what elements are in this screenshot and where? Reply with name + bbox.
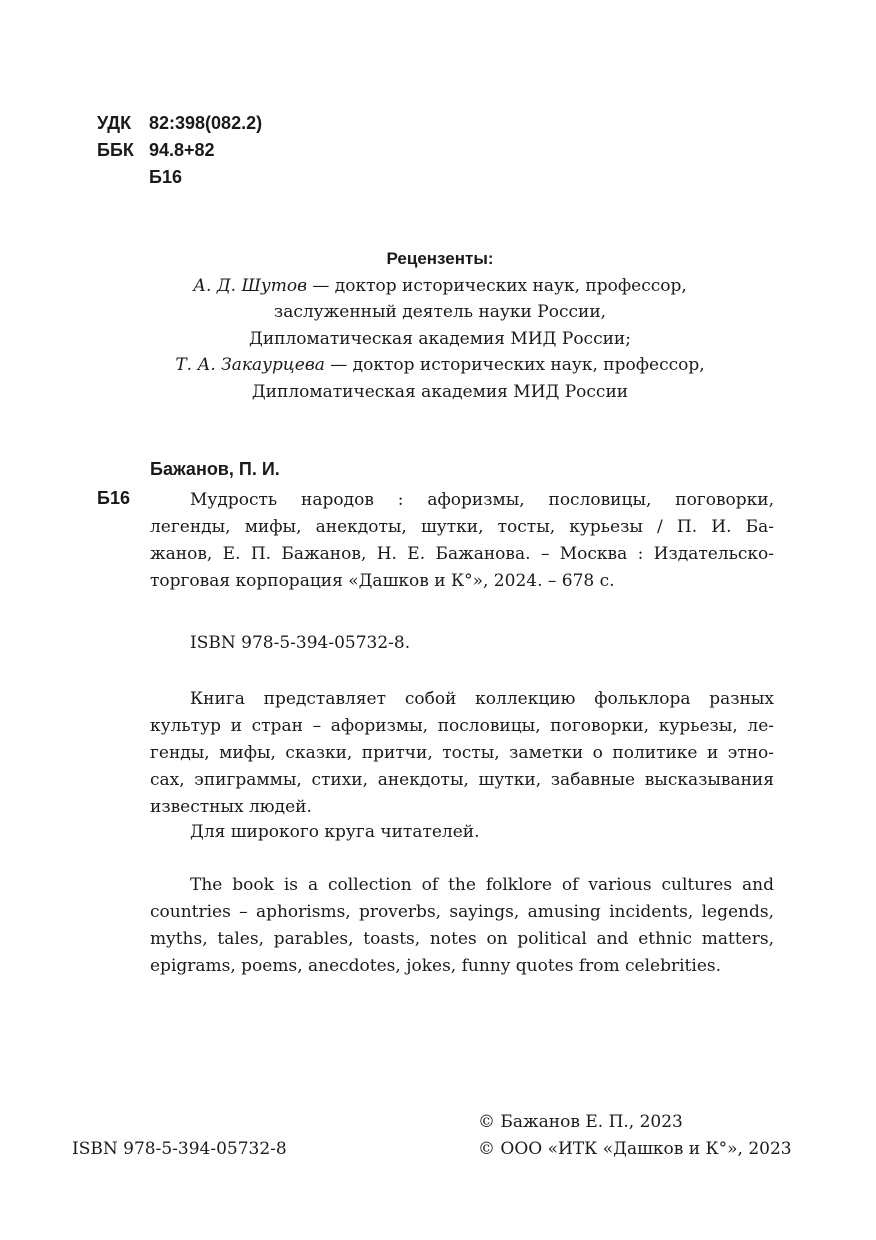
annotation-line: известных людей. [150, 797, 312, 817]
reviewer-2-name: Т. А. Закаурцева [175, 355, 325, 375]
annotation-line: Книга представляет собой коллекцию фольклора разных [190, 689, 774, 709]
udk-value: 82:398(082.2) [149, 113, 263, 133]
biblio-line: торговая корпорация «Дашков и К°», 2024. – 678 с. [150, 571, 615, 591]
author-mark-row [97, 164, 182, 190]
reviewer-2-line-2: Дипломатическая академия МИД России [251, 381, 629, 402]
copyright-author: © Бажанов Е. П., 2023 [478, 1112, 683, 1132]
bbk-row [97, 137, 215, 163]
author-mark: Б16 [149, 167, 182, 187]
udk-label: УДК [97, 113, 132, 133]
bbk-label: ББК [97, 140, 134, 160]
reviewer-2-line-1 [140, 352, 740, 379]
reviewer-1-line-2: заслуженный деятель науки России, [273, 302, 607, 322]
annotation-line: культур и стран – афоризмы, пословицы, поговорки, курьезы, ле- [150, 716, 774, 736]
biblio-line: легенды, мифы, анекдоты, шутки, тосты, курьезы / П. И. Ба- [150, 517, 774, 537]
copyright-publisher: © ООО «ИТК «Дашков и К°», 2023 [478, 1139, 792, 1159]
biblio-line: жанов, Е. П. Бажанов, Н. Е. Бажанова. – Москва : Издательско- [150, 544, 774, 564]
isbn-footer: ISBN 978-5-394-05732-8 [72, 1139, 287, 1159]
annotation-russian [150, 686, 774, 821]
english-line: epigrams, poems, anecdotes, jokes, funny quotes from celebrities. [150, 956, 722, 976]
annotation-line: сах, эпиграммы, стихи, анекдоты, шутки, забавные высказывания [150, 770, 774, 790]
catalog-code: Б16 [97, 488, 130, 508]
isbn-record: ISBN 978-5-394-05732-8. [190, 633, 411, 653]
biblio-line: Мудрость народов : афоризмы, пословицы, поговорки, [190, 490, 774, 510]
reviewers-block [140, 246, 740, 405]
reviewer-1-title: — доктор исторических наук, профессор, [307, 275, 687, 296]
udk-row [97, 110, 262, 136]
reviewers-heading: Рецензенты: [386, 249, 494, 268]
reviewer-2-title: — доктор исторических наук, профессор, [324, 355, 705, 375]
annotation-line: генды, мифы, сказки, притчи, тосты, заметки о политике и этно- [150, 743, 774, 763]
english-line: The book is a collection of the folklore of various cultures and [190, 875, 774, 895]
bbk-value: 94.8+82 [149, 140, 215, 160]
reviewer-1-line-1 [140, 273, 740, 300]
annotation-english [150, 872, 774, 980]
english-line: myths, tales, parables, toasts, notes on political and ethnic matters, [150, 929, 774, 949]
bibliographic-description [150, 487, 774, 595]
english-line: countries – aphorisms, proverbs, sayings, amusing incidents, legends, [150, 902, 774, 922]
author-heading: Бажанов, П. И. [150, 459, 280, 479]
reviewer-1-line-3: Дипломатическая академия МИД России; [249, 328, 631, 349]
readership-note: Для широкого круга читателей. [190, 822, 480, 842]
reviewer-1-name: А. Д. Шутов [193, 275, 307, 296]
